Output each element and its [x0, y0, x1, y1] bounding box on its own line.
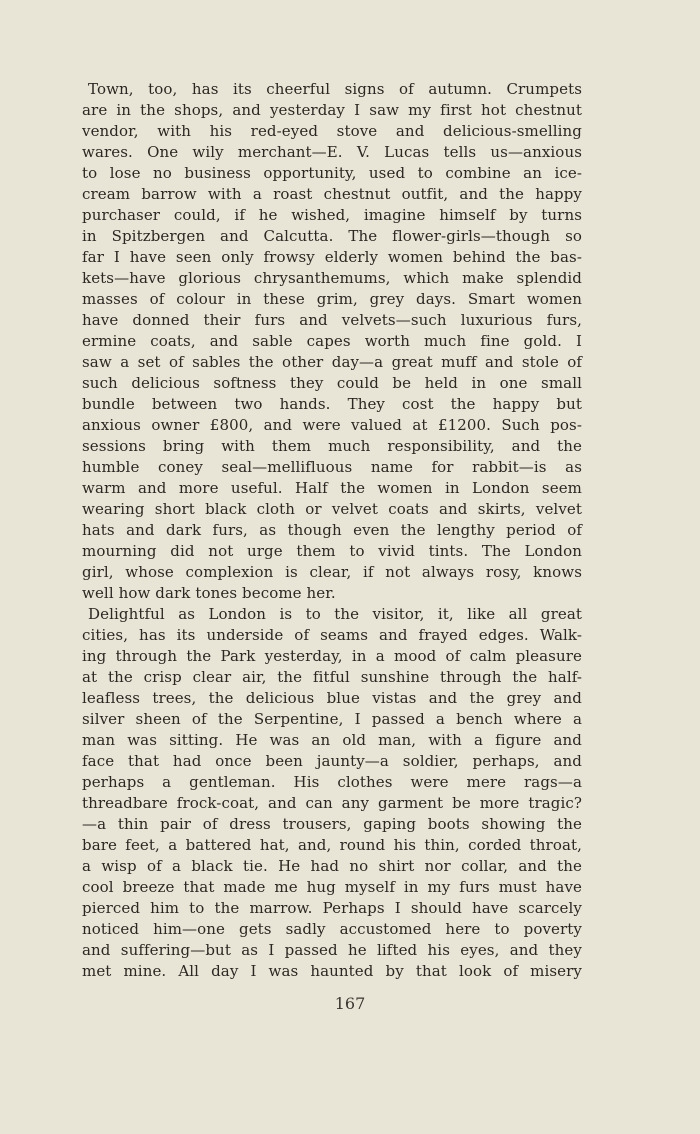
text-line: pierced him to the marrow. Perhaps I should have scarcely [82, 899, 582, 917]
text-line: masses of colour in these grim, grey days. Smart women [82, 290, 582, 308]
text-line: Town, too, has its cheerful signs of autumn. Crumpets [88, 80, 582, 98]
text-line: far I have seen only frowsy elderly women behind the bas- [82, 248, 582, 266]
text-line: ermine coats, and sable capes worth much fine gold. I [82, 332, 582, 350]
text-line: humble coney seal—mellifluous name for rabbit—is as [82, 458, 582, 476]
text-line: threadbare frock-coat, and can any garment be more tragic? [82, 794, 582, 812]
text-line: to lose no business opportunity, used to combine an ice- [82, 164, 582, 182]
text-line: a wisp of a black tie. He had no shirt nor collar, and the [82, 857, 582, 875]
text-line: bundle between two hands. They cost the happy but [82, 395, 582, 413]
text-line: vendor, with his red-eyed stove and delicious-smelling [82, 122, 582, 140]
text-line: wares. One wily merchant—E. V. Lucas tells us—anxious [82, 143, 582, 161]
text-line: mourning did not urge them to vivid tints. The London [82, 542, 582, 560]
text-line: girl, whose complexion is clear, if not always rosy, knows [82, 563, 582, 581]
text-line: cool breeze that made me hug myself in my furs must have [82, 878, 582, 896]
text-line: Delightful as London is to the visitor, it, like all great [88, 605, 582, 623]
text-line: at the crisp clear air, the fitful sunshine through the half- [82, 668, 582, 686]
text-line: noticed him—one gets sadly accustomed here to poverty [82, 920, 582, 938]
text-line: are in the shops, and yesterday I saw my first hot chestnut [82, 101, 582, 119]
text-line: cream barrow with a roast chestnut outfit, and the happy [82, 185, 582, 203]
text-line: anxious owner £800, and were valued at £1200. Such pos- [82, 416, 582, 434]
text-line: well how dark tones become her. [82, 584, 336, 602]
text-line: in Spitzbergen and Calcutta. The flower-girls—though so [82, 227, 582, 245]
text-line: and suffering—but as I passed he lifted his eyes, and they [82, 941, 582, 959]
text-line: warm and more useful. Half the women in London seem [82, 479, 582, 497]
paragraph-2 [82, 604, 582, 982]
text-line: sessions bring with them much responsibility, and the [82, 437, 582, 455]
body-text [82, 79, 582, 982]
text-line: saw a set of sables the other day—a great muff and stole of [82, 353, 582, 371]
text-line: hats and dark furs, as though even the lengthy period of [82, 521, 582, 539]
text-line: perhaps a gentleman. His clothes were mere rags—a [82, 773, 582, 791]
text-line: such delicious softness they could be held in one small [82, 374, 582, 392]
text-line: face that had once been jaunty—a soldier, perhaps, and [82, 752, 582, 770]
text-line: ing through the Park yesterday, in a mood of calm pleasure [82, 647, 582, 665]
text-line: leafless trees, the delicious blue vistas and the grey and [82, 689, 582, 707]
text-line: —a thin pair of dress trousers, gaping boots showing the [82, 815, 582, 833]
page-number: 167 [334, 994, 366, 1013]
text-line: man was sitting. He was an old man, with a figure and [82, 731, 582, 749]
text-line: bare feet, a battered hat, and, round his thin, corded throat, [82, 836, 582, 854]
text-line: cities, has its underside of seams and frayed edges. Walk- [82, 626, 582, 644]
text-line: met mine. All day I was haunted by that look of misery [82, 962, 582, 980]
text-line: wearing short black cloth or velvet coats and skirts, velvet [82, 500, 582, 518]
text-line: silver sheen of the Serpentine, I passed a bench where a [82, 710, 582, 728]
paragraph-1 [82, 79, 582, 604]
text-line: have donned their furs and velvets—such luxurious furs, [82, 311, 582, 329]
text-line: purchaser could, if he wished, imagine himself by turns [82, 206, 582, 224]
text-line: kets—have glorious chrysanthemums, which make splendid [82, 269, 582, 287]
